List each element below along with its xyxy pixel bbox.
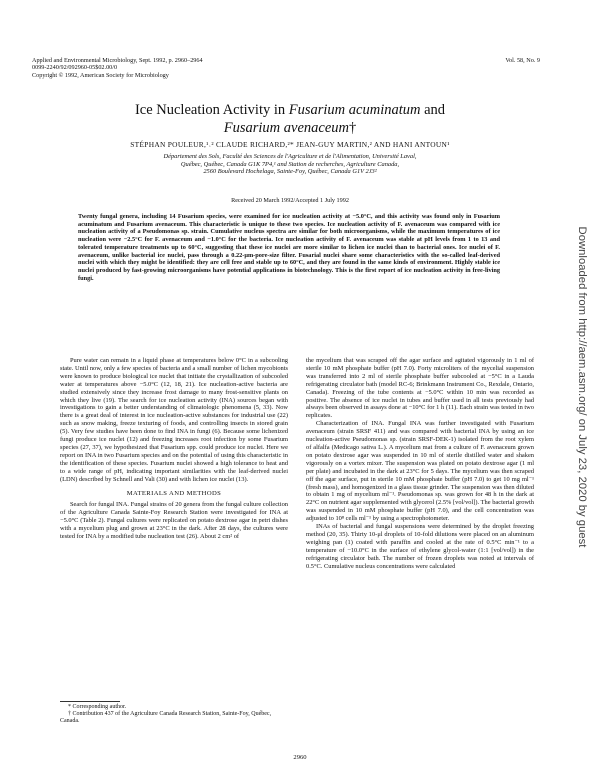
page-number: 2960 xyxy=(293,754,307,761)
title-dagger: † xyxy=(348,120,357,136)
volume-label: Vol. 58, No. 9 xyxy=(505,57,540,64)
left-column xyxy=(60,357,288,541)
right-column xyxy=(306,357,534,570)
author-list: STÉPHAN POULEUR,¹˒² CLAUDE RICHARD,²* JEAN-GUY MARTIN,² AND HANI ANTOUN¹ xyxy=(130,140,450,149)
abstract: Twenty fungal genera, including 14 Fusarium species, were examined for ice nucleation activity at −5.0°C, and this activity was found only in Fusarium acuminatum and Fusarium avenaceum. This characteristic is unique to these two species. Ice nucleation activity of F. avenaceum was compared with ice nucleation activity of a Pseudomonas sp. strain. Cumulative nucleus spectra are similar for both microorganisms, while the maximum temperatures of ice nucleation were −2.5°C for F. avenaceum and −1.0°C for the bacteria. Ice nucleation activity of F. avenaceum was stable at pH levels from 1 to 13 and tolerated temperature treatments up to 60°C, suggesting that these ice nuclei are more similar to lichen ice nuclei than to bacterial ones. Ice nuclei of F. avenaceum, unlike bacterial ice nuclei, pass through a 0.22-μm-pore-size filter. Fusarial nuclei share some characteristics with the so-called leaf-derived nuclei with which they might be identified: they are cell free and stable up to 60°C, and they are found in the same kinds of environment. Highly stable ice nuclei produced by fast-growing microorganisms have potential applications in biotechnology. This is the first report of ice nucleation activity in free-living fungi. xyxy=(78,213,500,282)
introduction-paragraph: Pure water can remain in a liquid phase at temperatures below 0°C in a subcooling state. Until now, only a few species of bacteria and a small number of lichen mycobionts were known to produce biological ice nuclei that initiate the crystallization of subcooled water at temperatures above −5.0°C (12, 18, 21). Ice nucleation-active bacteria are studied extensively since they increase frost damage to many frost-sensitive plants on which they live (19). The search for ice nucleation activity (INA) sources began with investigations to gain a better understanding of climatologic phenomena (5, 33). Now there is a great deal of interest in ice nucleation-active substances for industrial use (22) such as snow making, freeze texturing of foods, and controlling insects in stored grain (5). Very few studies have been done to find INA in fungi (6). Because some lichenized fungi produce ice nuclei (12) and freezing increases root infection by some Fusarium species (27, 37), we hypothesized that Fusarium spp. could produce ice nuclei. Here we report on INA in two Fusarium species and on the potential of using this characteristic in the identification of these species. Fusarium nuclei showed a high tolerance to heat and to a wide range of pH, indicating important similarities with the leaf-derived nuclei (LDN) described by Schnell and Vali (30) and with lichen ice nuclei (13). xyxy=(60,357,288,483)
affiliation-line-2: Québec, Québec, Canada G1K 7P4,¹ and Station de recherches, Agriculture Canada, xyxy=(180,160,400,168)
affiliation-line-3: 2560 Boulevard Hochelaga, Sainte-Foy, Québec, Canada G1V 2J3² xyxy=(203,168,377,176)
footnote-divider xyxy=(60,701,120,702)
characterization-paragraph: Characterization of INA. Fungal INA was further investigated with Fusarium avenaceum (strain SRSF 411) and was compared with bacterial INA by using an ice nucleation-active Pseudomonas sp. (strain SRSF-DEK-1) isolated from the root xylem of alfalfa (Medicago sativa L.). A mycelium mat from a culture of F. avenaceum grown on potato dextrose agar was suspended in 10 ml of sterile distilled water and shaken vigorously on a vortex mixer. The suspension was plated on potato dextrose agar (1 ml per plate) and incubated in the dark at 23°C for 5 days. The mycelium was then scraped off the agar surface, put in sterile 10 mM phosphate buffer (pH 7.0) to get 10 mg ml⁻¹ (fresh mass), and homogenized in a glass tissue grinder. The suspension was then diluted to obtain 1 mg of mycelium ml⁻¹. Pseudomonas sp. was grown for 48 h in the dark at 22°C on nutrient agar supplemented with glycerol (2.5% [vol/vol]). The bacterial growth was suspended in 10 mM phosphate buffer (pH 7.0), and the cell concentration was adjusted to 10⁸ cells ml⁻¹ by using a spectrophotometer. xyxy=(306,420,534,523)
methods-heading: MATERIALS AND METHODS xyxy=(126,489,222,497)
affiliation-line-1: Département des Sols, Faculté des Sciences de l'Agriculture et de l'Alimentation, Université Laval, xyxy=(163,153,417,160)
affiliations xyxy=(80,153,500,176)
title-species-2: Fusarium avenaceum xyxy=(223,120,349,136)
download-watermark xyxy=(575,92,589,682)
journal-header xyxy=(32,57,203,79)
contribution-note: † Contribution 437 of the Agriculture Canada Research Station, Sainte-Foy, Québec, Canada. xyxy=(60,711,272,725)
ina-paragraph: INAs of bacterial and fungal suspensions were determined by the droplet freezing method (20, 35). Thirty 10-μl droplets of 10-fold dilutions were placed on an aluminum weighing pan (1) coated with paraffin and cooled at the rate of 0.5°C min⁻¹ to a temperature of −10.0°C in the surface of ethylene glycol-water (1:1 [vol/vol]) in the refrigerating circulator bath. The number of frozen droplets was noted at intervals of 0.5°C. Cumulative nucleus concentrations were calculated xyxy=(306,523,534,570)
copyright-line: Copyright © 1992, American Society for Microbiology xyxy=(32,71,169,79)
methods-paragraph: Search for fungal INA. Fungal strains of 20 genera from the fungal culture collection of the Agriculture Canada Sainte-Foy Research Station were investigated for INA at −5.0°C (Table 2). Fungal cultures were replicated on potato dextrose agar in petri dishes with a mycelium plug and grown at 23°C in the dark. After 28 days, the cultures were tested for INA by a modified tube nucleation test (26). About 2 cm² of xyxy=(60,501,288,541)
issn-line: 0099-2240/92/092960-05$02.00/0 xyxy=(32,64,118,72)
title-part-2: and xyxy=(420,102,446,118)
received-dates: Received 20 March 1992/Accepted 1 July 1992 xyxy=(231,197,349,204)
title-species-1: Fusarium acuminatum xyxy=(288,102,421,118)
journal-citation: Applied and Environmental Microbiology, Sept. 1992, p. 2960–2964 xyxy=(32,57,203,64)
footnotes xyxy=(60,704,288,726)
methods-continued-paragraph: the mycelium that was scraped off the agar surface and agitated vigorously in 1 ml of sterile 10 mM phosphate buffer (pH 7.0). Forty microliters of the mycelial suspension was transferred into 2 ml of sterile phosphate buffer subcooled at −5°C in a Lauda refrigerating circulator bath (model RC-6; Brinkmann Instrument Co., Rexdale, Ontario, Canada). Freezing of the tube contents at −5.0°C within 10 min was recorded as positive. The absence of ice nuclei in tubes and buffer used in all tests previously had always been observed in assays done at −10°C for 1 h (11). Each strain was tested in two replicates. xyxy=(306,357,534,420)
corresponding-author-note: * Corresponding author. xyxy=(68,704,127,710)
paper-title xyxy=(40,101,540,137)
title-part-1: Ice Nucleation Activity in xyxy=(134,102,289,118)
watermark-text: Downloaded from http://aem.asm.org/ on July 23, 2020 by guest xyxy=(576,226,588,548)
